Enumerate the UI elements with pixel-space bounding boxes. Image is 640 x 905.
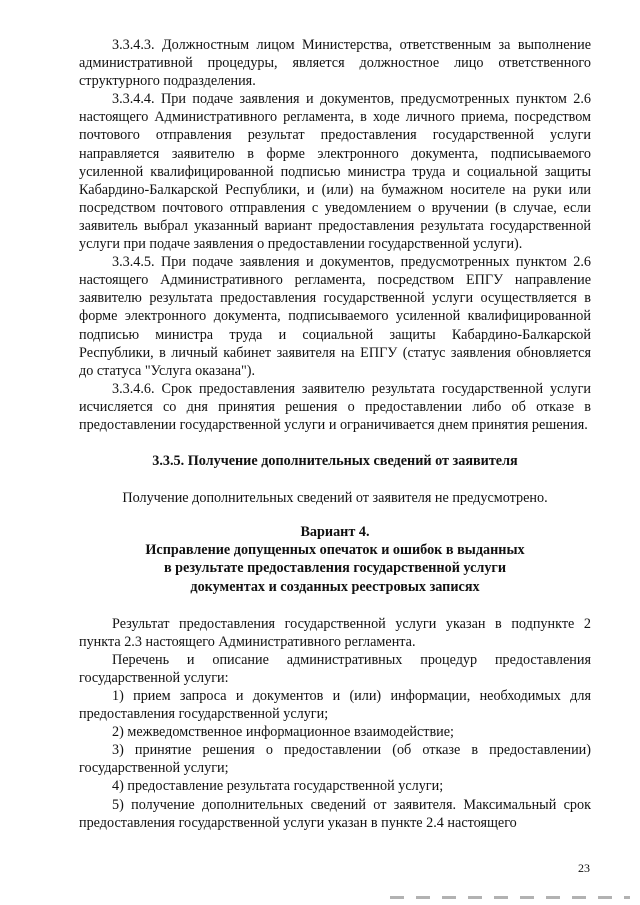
scan-artifact <box>390 896 630 899</box>
variant-subtitle-line-1: Исправление допущенных опечаток и ошибок в выданных <box>145 542 525 559</box>
list-item-1: 1) прием запроса и документов и (или) информации, необходимых для предоставления государственной услуги; <box>79 688 591 723</box>
paragraph-procedures-list: Перечень и описание административных процедур предоставления государственной услуги: <box>79 651 591 686</box>
paragraph-3-3-4-5: 3.3.4.5. При подаче заявления и документов, предусмотренных пунктом 2.6 настоящего Административного регламента, посредством ЕПГУ направление заявителю результата предоставления государственной услуги осуществляется в форме электронного документа, подписываемого усиленной квалифицированной подписью министра труда и социальной защиты Кабардино-Балкарской Республики, в личный кабинет заявителя на ЕПГУ (статус заявления обновляется до статуса "Услуга оказана"). <box>79 254 591 379</box>
page-number: 23 <box>578 861 590 875</box>
section-heading: 3.3.5. Получение дополнительных сведений от заявителя <box>152 453 518 470</box>
variant-subtitle-line-3: документах и созданных реестровых записях <box>190 578 480 595</box>
variant-heading <box>79 523 591 595</box>
section-text: Получение дополнительных сведений от заявителя не предусмотрено. <box>122 490 548 507</box>
list-item-5: 5) получение дополнительных сведений от заявителя. Максимальный срок предоставления государственной услуги указан в пункте 2.4 настоящего <box>79 796 591 831</box>
paragraph-3-3-4-4: 3.3.4.4. При подаче заявления и документов, предусмотренных пунктом 2.6 настоящего Административного регламента, в ходе личного приема, посредством почтового отправления результат предоставления государственной услуги направляется заявителю в форме электронного документа, подписываемого усиленной квалифицированной подписью министра труда и социальной защиты Кабардино-Балкарской Республики, и (или) на бумажном носителе на руки или посредством почтового отправления с уведомлением о вручении (в случае, если заявитель выбрал указанный вариант предоставления результата государственной услуги при подаче заявления о предоставлении государственной услуги). <box>79 91 591 253</box>
variant-title: Вариант 4. <box>300 524 370 541</box>
list-item-4: 4) предоставление результата государственной услуги; <box>112 778 444 795</box>
variant-subtitle-line-2: в результате предоставления государственной услуги <box>163 560 507 577</box>
paragraph-3-3-4-3: 3.3.4.3. Должностным лицом Министерства, ответственным за выполнение административной процедуры, является должностное лицо ответственного структурного подразделения. <box>79 37 591 90</box>
list-item-3: 3) принятие решения о предоставлении (об отказе в предоставлении) государственной услуги; <box>79 742 591 777</box>
document-body <box>79 36 591 832</box>
paragraph-result: Результат предоставления государственной услуги указан в подпункте 2 пункта 2.3 настоящего Административного регламента. <box>79 615 591 650</box>
list-item-2: 2) межведомственное информационное взаимодействие; <box>112 724 454 741</box>
paragraph-3-3-4-6: 3.3.4.6. Срок предоставления заявителю результата государственной услуги исчисляется со дня принятия решения о предоставлении либо об отказе в предоставлении государственной услуги и ограничивается днем принятия решения. <box>79 380 591 433</box>
